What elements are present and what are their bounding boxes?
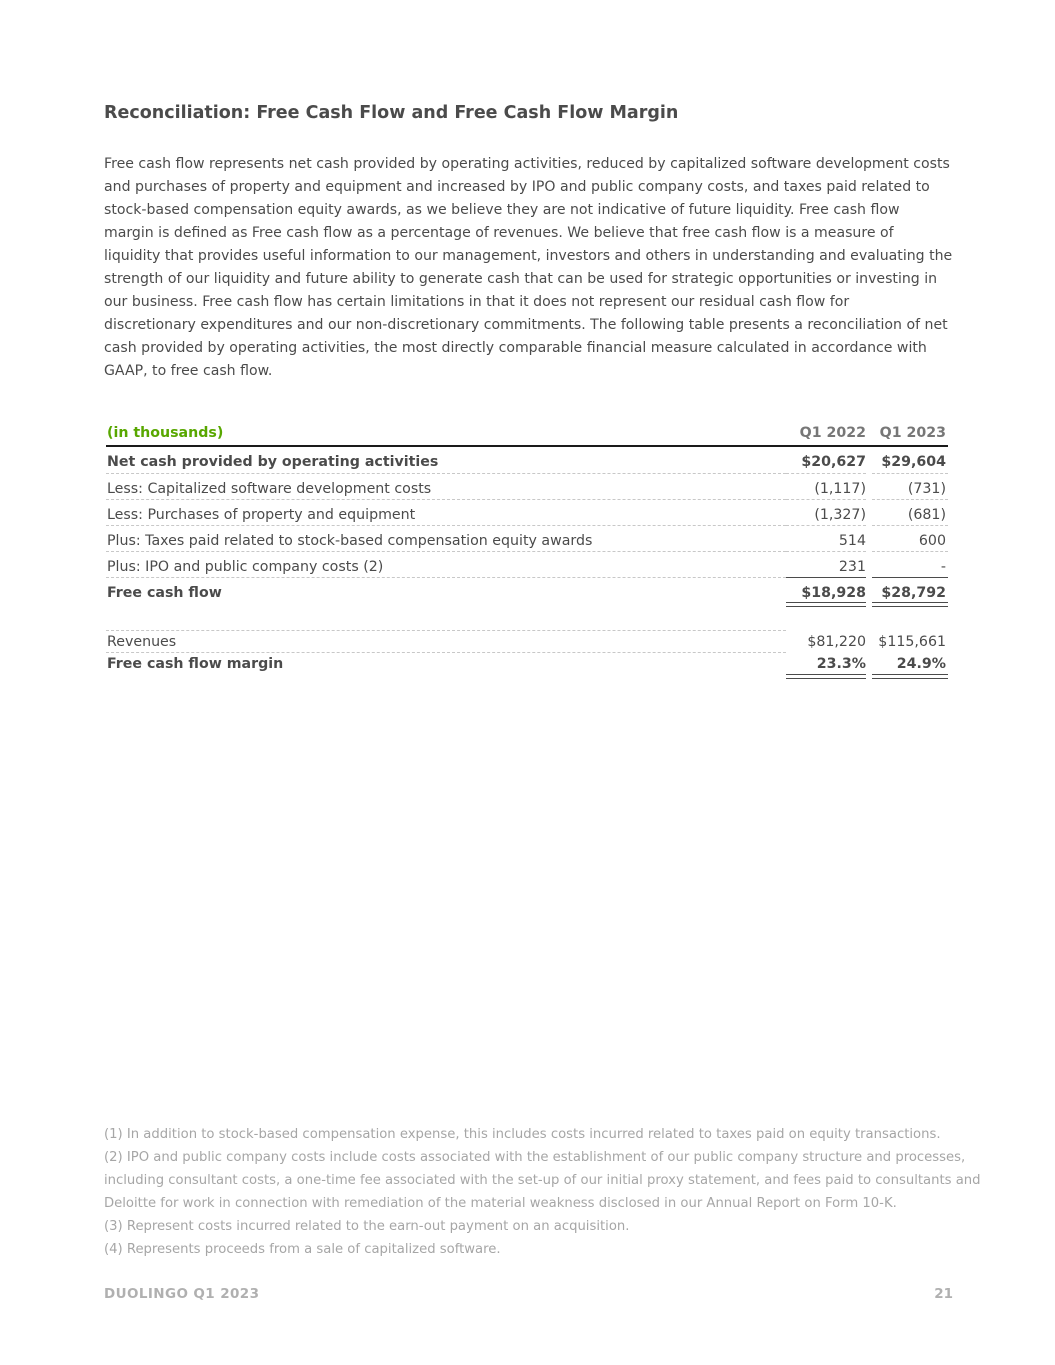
row-divider xyxy=(786,551,866,552)
total-double-rule xyxy=(872,674,948,679)
row-label: Revenues xyxy=(107,634,177,650)
row-divider xyxy=(872,473,948,474)
intro-paragraph xyxy=(104,153,964,383)
row-label: Less: Purchases of property and equipment xyxy=(107,507,416,523)
row-value-q1-2023: 24.9% xyxy=(896,656,946,672)
row-value-q1-2022: 514 xyxy=(838,533,866,549)
row-divider xyxy=(106,525,786,526)
footer-document-label: DUOLINGO Q1 2023 xyxy=(104,1286,260,1302)
row-value-q1-2022: (1,327) xyxy=(814,507,866,523)
intro-line: strength of our liquidity and future ability to generate cash that can be used for strategic opportunities or investing in xyxy=(104,271,938,288)
total-double-rule xyxy=(786,602,866,607)
row-value-q1-2023: $29,604 xyxy=(881,454,946,470)
row-label: Plus: IPO and public company costs (2) xyxy=(107,559,384,575)
table-row xyxy=(106,504,948,526)
row-label: Plus: Taxes paid related to stock-based compensation equity awards xyxy=(107,533,593,549)
intro-line: Free cash flow represents net cash provided by operating activities, reduced by capitalized software development costs xyxy=(104,156,950,172)
intro-line: and purchases of property and equipment and increased by IPO and public company costs, and taxes paid related to xyxy=(104,179,930,196)
row-value-q1-2022: $81,220 xyxy=(807,634,866,650)
table-row xyxy=(106,530,948,552)
row-value-q1-2023: $115,661 xyxy=(878,634,946,650)
row-divider xyxy=(786,525,866,526)
total-double-rule xyxy=(786,674,866,679)
row-label: Free cash flow xyxy=(107,585,222,601)
unit-label: (in thousands) xyxy=(107,425,224,441)
intro-line: cash provided by operating activities, the most directly comparable financial measure calculated in accordance with xyxy=(104,340,927,357)
footnote: (1) In addition to stock-based compensation expense, this includes costs incurred related to taxes paid on equity transactions. xyxy=(104,1127,941,1142)
row-value-q1-2022: 23.3% xyxy=(816,656,866,672)
table-row xyxy=(106,478,948,500)
footnote: including consultant costs, a one-time fee associated with the set-up of our initial proxy statement, and fees paid to consultants and xyxy=(104,1173,981,1189)
row-divider xyxy=(106,473,786,474)
table-row xyxy=(106,451,948,473)
row-label: Free cash flow margin xyxy=(107,656,284,672)
row-divider xyxy=(106,577,786,578)
footnote: (4) Represents proceeds from a sale of capitalized software. xyxy=(104,1242,501,1258)
footnote: (2) IPO and public company costs include costs associated with the establishment of our public company structure and processes, xyxy=(104,1150,966,1166)
row-divider xyxy=(872,525,948,526)
table-header-row xyxy=(106,422,948,444)
row-value-q1-2022: (1,117) xyxy=(814,481,866,497)
table-row-total xyxy=(106,653,948,675)
row-value-q1-2023: (681) xyxy=(907,507,946,523)
intro-line: margin is defined as Free cash flow as a percentage of revenues. We believe that free cash flow is a measure of xyxy=(104,225,894,242)
row-value-q1-2022: $20,627 xyxy=(801,454,866,470)
row-divider xyxy=(872,551,948,552)
row-value-q1-2023: - xyxy=(940,559,946,575)
row-value-q1-2023: (731) xyxy=(907,481,946,497)
row-divider xyxy=(106,551,786,552)
subtotal-rule xyxy=(786,577,866,578)
table-row-total xyxy=(106,582,948,604)
row-divider xyxy=(872,499,948,500)
table-row xyxy=(106,556,948,578)
row-label: Less: Capitalized software development costs xyxy=(107,481,432,497)
row-value-q1-2022: 231 xyxy=(838,559,866,575)
header-divider xyxy=(106,445,948,447)
section-title: Reconciliation: Free Cash Flow and Free Cash Flow Margin xyxy=(104,103,679,123)
intro-line: our business. Free cash flow has certain limitations in that it does not represent our residual cash flow for xyxy=(104,294,850,311)
footnotes xyxy=(104,1123,981,1261)
row-divider xyxy=(106,499,786,500)
intro-line: liquidity that provides useful information to our management, investors and others in understanding and evaluating the xyxy=(104,248,953,265)
row-value-q1-2022: $18,928 xyxy=(801,585,866,601)
total-double-rule xyxy=(872,602,948,607)
row-label: Net cash provided by operating activities xyxy=(107,454,439,470)
row-value-q1-2023: 600 xyxy=(918,533,946,549)
column-header-q1-2023: Q1 2023 xyxy=(879,425,946,441)
table-row xyxy=(106,631,948,653)
footnote: Deloitte for work in connection with remediation of the material weakness disclosed in our Annual Report on Form 10-K. xyxy=(104,1196,897,1212)
row-divider xyxy=(786,473,866,474)
intro-line: GAAP, to free cash flow. xyxy=(104,363,273,380)
intro-line: stock-based compensation equity awards, as we believe they are not indicative of future liquidity. Free cash flow xyxy=(104,202,900,219)
intro-line: discretionary expenditures and our non-discretionary commitments. The following table presents a reconciliation of net xyxy=(104,317,948,334)
row-divider xyxy=(786,499,866,500)
subtotal-rule xyxy=(872,577,948,578)
page-number: 21 xyxy=(934,1286,953,1302)
row-value-q1-2023: $28,792 xyxy=(881,585,946,601)
footnote: (3) Represent costs incurred related to the earn-out payment on an acquisition. xyxy=(104,1219,630,1235)
column-header-q1-2022: Q1 2022 xyxy=(799,425,866,441)
